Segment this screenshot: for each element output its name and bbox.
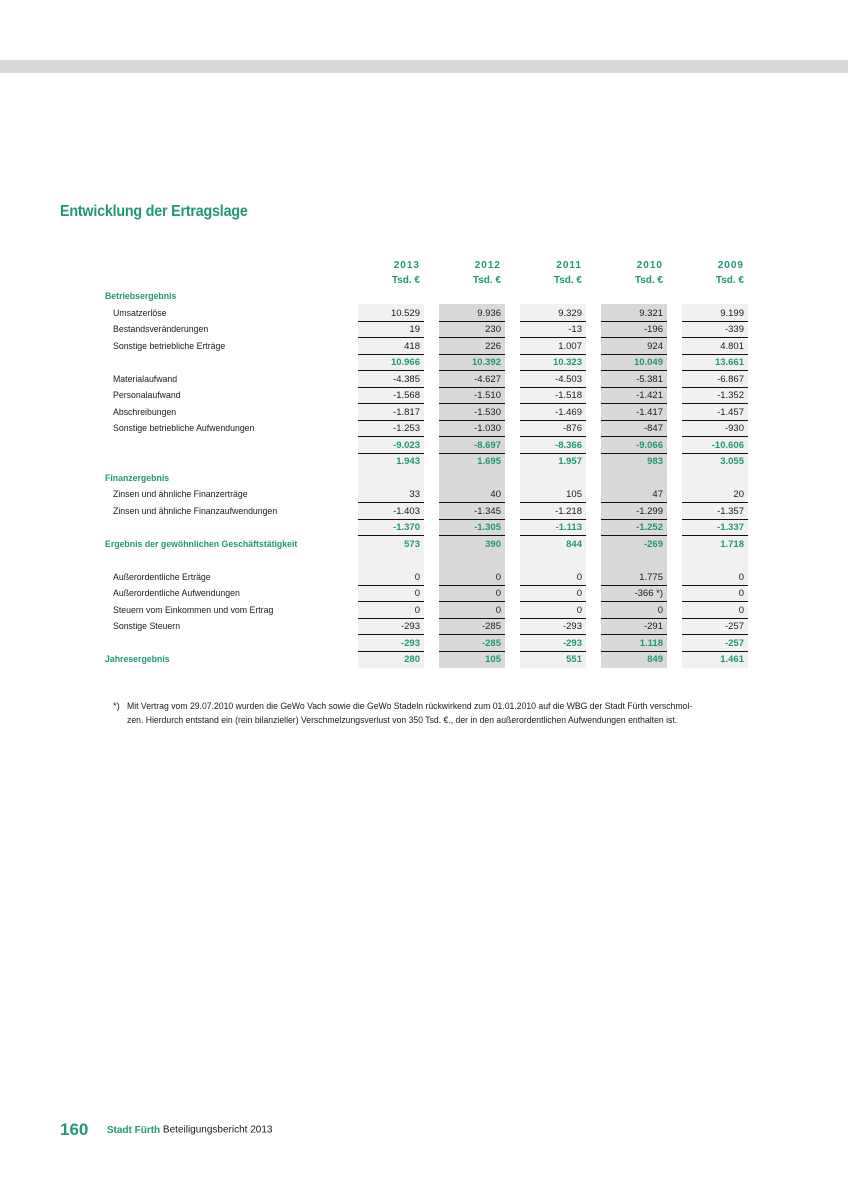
table-row [0, 553, 848, 569]
row-label: Außerordentliche Aufwendungen [113, 588, 240, 599]
cell-2013: -1.253 [358, 421, 424, 437]
cell-2011: -1.469 [520, 405, 586, 421]
cell-2010: 983 [647, 456, 663, 467]
cell-2009: 0 [682, 570, 748, 586]
cell-2012: 10.392 [439, 355, 505, 371]
cell-2012: -4.627 [439, 372, 505, 388]
cell-2009: 4.801 [682, 339, 748, 355]
table-row [0, 306, 848, 322]
row-label: Umsatzerlöse [113, 307, 167, 319]
cell-2013: -4.385 [358, 372, 424, 388]
cell-2009: -1.357 [682, 504, 748, 520]
table-row [0, 636, 848, 652]
row-label: Sonstige betriebliche Erträge [113, 340, 226, 352]
cell-2013: 0 [358, 586, 424, 602]
table-row [0, 405, 848, 421]
row-label: Zinsen und ähnliche Finanzaufwendungen [113, 505, 278, 517]
cell-2013: 280 [404, 654, 420, 665]
column-unit: Tsd. € [715, 275, 744, 286]
cell-2011: -8.366 [520, 438, 586, 454]
cell-2009: 3.055 [720, 456, 744, 467]
cell-2009: 1.461 [720, 654, 744, 665]
cell-2011: -293 [520, 619, 586, 635]
cell-2009: -1.457 [682, 405, 748, 421]
cell-2013: 19 [358, 322, 424, 338]
cell-2009: 0 [682, 586, 748, 602]
row-label: Bestandsveränderungen [113, 324, 209, 335]
cell-2012: 9.936 [439, 306, 505, 322]
cell-2010: -1.421 [601, 388, 667, 404]
cell-2009: -257 [682, 619, 748, 635]
cell-2013: -1.817 [358, 405, 424, 421]
cell-2013: -1.370 [358, 520, 424, 536]
cell-2011: 0 [520, 570, 586, 586]
cell-2011: 105 [520, 487, 586, 503]
table-row [0, 322, 848, 338]
cell-2010: 9.321 [601, 306, 667, 322]
column-header-2009 [678, 258, 744, 288]
cell-2010: 1.775 [601, 570, 667, 586]
cell-2009: -1.337 [682, 520, 748, 536]
table-row [0, 339, 848, 355]
table-row [0, 388, 848, 404]
row-label: Sonstige betriebliche Aufwendungen [113, 423, 255, 434]
cell-2010: -1.252 [601, 520, 667, 536]
table-row [0, 619, 848, 635]
table-row [0, 421, 848, 437]
table-row [0, 537, 848, 553]
row-label: Sonstige Steuern [113, 621, 181, 632]
row-label: Betriebsergebnis [105, 291, 177, 302]
table-row [0, 355, 848, 371]
table-row [0, 438, 848, 454]
cell-2011: 1.007 [520, 339, 586, 355]
footer-brand: Stadt Fürth [106, 1124, 161, 1136]
cell-2011: 844 [566, 538, 582, 550]
cell-2010: -5.381 [601, 372, 667, 388]
cell-2011: -1.113 [520, 520, 586, 536]
cell-2010: 47 [601, 487, 667, 503]
cell-2011: -1.518 [520, 388, 586, 404]
cell-2009: -339 [682, 322, 748, 338]
cell-2011: 9.329 [520, 306, 586, 322]
cell-2012: 0 [439, 570, 505, 586]
cell-2013: -1.568 [358, 388, 424, 404]
column-unit: Tsd. € [472, 275, 501, 286]
cell-2010: 10.049 [601, 355, 667, 371]
footnote-line-2: zen. Hierdurch entstand ein (rein bilanzieller) Verschmelzungsverlust von 350 Tsd. €., der in den außerordentlichen Aufwendungen enthalten ist. [127, 715, 678, 725]
cell-2013: 573 [404, 538, 420, 550]
cell-2012: -1.305 [439, 520, 505, 536]
column-header-2012 [435, 258, 501, 288]
cell-2013: 0 [358, 603, 424, 619]
column-header-2013 [354, 258, 420, 288]
top-bar [0, 60, 848, 73]
cell-2009: -10.606 [682, 438, 748, 454]
cell-2013: 10.529 [358, 306, 424, 322]
cell-2012: -285 [439, 636, 505, 652]
table-row [0, 289, 848, 305]
cell-2009: -930 [682, 421, 748, 437]
table-row [0, 520, 848, 536]
row-label: Zinsen und ähnliche Finanzerträge [113, 489, 248, 500]
table-row [0, 603, 848, 619]
cell-2010: 0 [601, 603, 667, 619]
cell-2011: -876 [520, 421, 586, 437]
table-row [0, 652, 848, 668]
cell-2012: 230 [439, 322, 505, 338]
table-row [0, 372, 848, 388]
column-year: 2009 [717, 260, 744, 271]
cell-2011: 551 [566, 654, 582, 665]
cell-2009: -257 [682, 636, 748, 652]
footer-subtitle: Beteiligungsbericht 2013 [160, 1124, 273, 1136]
row-label: Außerordentliche Erträge [113, 571, 211, 583]
cell-2011: -293 [520, 636, 586, 652]
row-label: Steuern vom Einkommen und vom Ertrag [113, 604, 274, 616]
row-label: Personalaufwand [113, 390, 181, 401]
footnote-marker: *) [113, 701, 120, 711]
row-label: Materialaufwand [113, 373, 178, 385]
cell-2010: -1.417 [601, 405, 667, 421]
cell-2011: -1.218 [520, 504, 586, 520]
cell-2010: 1.118 [601, 636, 667, 652]
cell-2012: 390 [485, 538, 501, 550]
cell-2012: -1.345 [439, 504, 505, 520]
cell-2009: 13.661 [682, 355, 748, 371]
cell-2010: -196 [601, 322, 667, 338]
table-row [0, 504, 848, 520]
cell-2010: -9.066 [601, 438, 667, 454]
cell-2010: -269 [643, 538, 663, 550]
cell-2013: -9.023 [358, 438, 424, 454]
table-row [0, 454, 848, 470]
cell-2013: -293 [358, 619, 424, 635]
cell-2011: 1.957 [558, 456, 582, 467]
cell-2010: 924 [601, 339, 667, 355]
row-label: Jahresergebnis [105, 654, 170, 665]
page-footer [60, 1120, 272, 1140]
cell-2012: 1.695 [477, 456, 501, 467]
cell-2009: -1.352 [682, 388, 748, 404]
column-unit: Tsd. € [634, 275, 663, 286]
cell-2011: -13 [520, 322, 586, 338]
column-year: 2012 [474, 260, 501, 271]
cell-2010: 849 [647, 654, 663, 665]
column-unit: Tsd. € [553, 275, 582, 286]
cell-2011: 10.323 [520, 355, 586, 371]
table-row [0, 586, 848, 602]
cell-2012: -1.030 [439, 421, 505, 437]
cell-2009: 20 [682, 487, 748, 503]
row-label: Abschreibungen [113, 406, 177, 418]
cell-2012: 226 [439, 339, 505, 355]
column-header-2010 [597, 258, 663, 288]
cell-2012: 0 [439, 603, 505, 619]
cell-2009: 1.718 [720, 538, 744, 550]
cell-2012: -1.510 [439, 388, 505, 404]
column-header-2011 [516, 258, 582, 288]
cell-2012: -8.697 [439, 438, 505, 454]
footnote [113, 699, 753, 727]
cell-2009: -6.867 [682, 372, 748, 388]
row-label: Ergebnis der gewöhnlichen Geschäftstätigkeit [105, 538, 298, 550]
column-year: 2011 [556, 260, 582, 271]
row-label: Finanzergebnis [105, 472, 170, 484]
cell-2011: 0 [520, 586, 586, 602]
column-unit: Tsd. € [391, 275, 420, 286]
cell-2012: 105 [485, 654, 501, 665]
cell-2010: -291 [601, 619, 667, 635]
cell-2010: -847 [601, 421, 667, 437]
cell-2013: 1.943 [396, 456, 420, 467]
page-number: 160 [60, 1120, 89, 1139]
cell-2012: -285 [439, 619, 505, 635]
table-row [0, 487, 848, 503]
cell-2009: 9.199 [682, 306, 748, 322]
cell-2009: 0 [682, 603, 748, 619]
cell-2013: 0 [358, 570, 424, 586]
cell-2013: -1.403 [358, 504, 424, 520]
table-row [0, 570, 848, 586]
cell-2010: -366 *) [601, 586, 667, 602]
cell-2011: -4.503 [520, 372, 586, 388]
cell-2012: -1.530 [439, 405, 505, 421]
cell-2012: 0 [439, 586, 505, 602]
cell-2013: 10.966 [358, 355, 424, 371]
cell-2011: 0 [520, 603, 586, 619]
cell-2013: 33 [358, 487, 424, 503]
cell-2010: -1.299 [601, 504, 667, 520]
column-year: 2010 [636, 260, 663, 271]
cell-2012: 40 [439, 487, 505, 503]
cell-2013: -293 [358, 636, 424, 652]
footnote-line-1: Mit Vertrag vom 29.07.2010 wurden die GeWo Vach sowie die GeWo Stadeln rückwirkend zum 01.01.2010 auf die WBG der Stadt Fürth verschmol- [127, 701, 693, 711]
column-year: 2013 [393, 260, 420, 271]
page-title: Entwicklung der Ertragslage [60, 203, 248, 220]
table-row [0, 471, 848, 487]
cell-2013: 418 [358, 339, 424, 355]
